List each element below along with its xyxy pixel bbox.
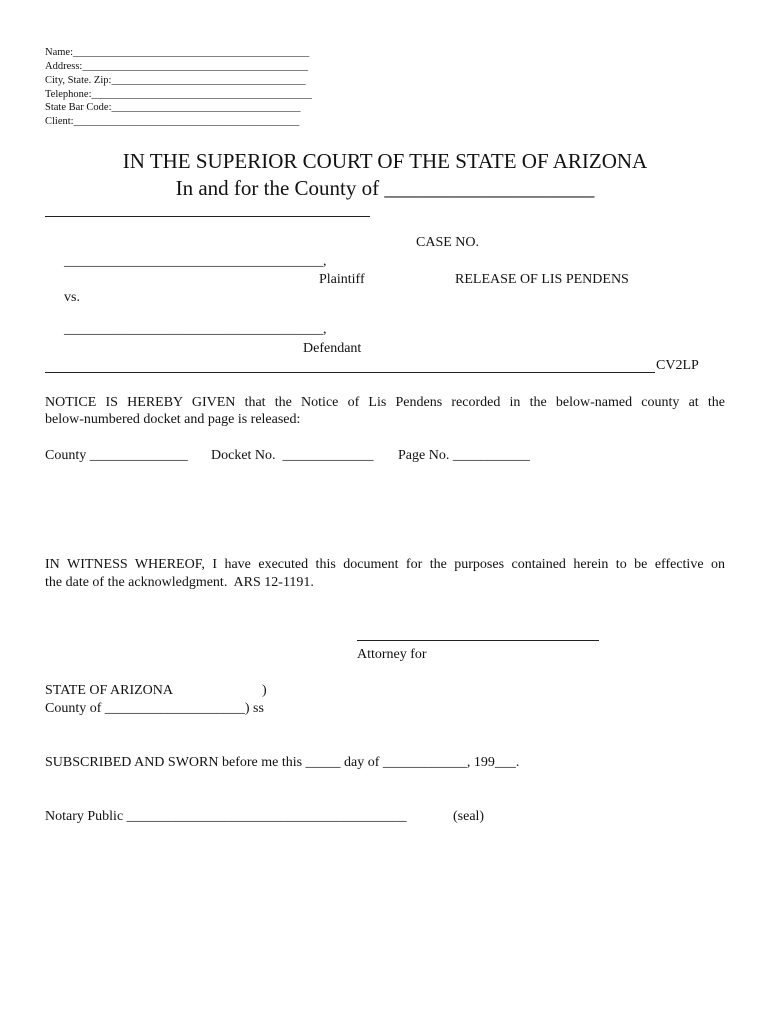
attorney-name-field: Name:_____________________________________________ bbox=[45, 47, 310, 58]
attorney-bar-code-field: State Bar Code:____________________________________ bbox=[45, 102, 301, 113]
venue-paren: ) bbox=[262, 683, 267, 698]
jurat-text: SUBSCRIBED AND SWORN before me this _____ day of ____________, 199___. bbox=[45, 755, 520, 770]
attorney-address-field: Address:___________________________________________ bbox=[45, 61, 309, 72]
signature-label: Attorney for bbox=[357, 647, 427, 662]
witness-line-1: IN WITNESS WHEREOF, I have executed this document for the purposes contained herein to be effective on bbox=[45, 557, 725, 572]
notice-line-1: NOTICE IS HEREBY GIVEN that the Notice of Lis Pendens recorded in the below-named county at the bbox=[45, 395, 725, 410]
plaintiff-label: Plaintiff bbox=[319, 272, 365, 287]
attorney-client-field: Client:___________________________________________ bbox=[45, 116, 300, 127]
seal-label: (seal) bbox=[453, 809, 485, 824]
attorney-city-field: City, State. Zip:_____________________________________ bbox=[45, 75, 306, 86]
notary-public-line: Notary Public ________________________________________ bbox=[45, 809, 407, 824]
defendant-blank: _____________________________________, bbox=[64, 322, 327, 337]
caption-divider bbox=[45, 216, 370, 217]
document-title: RELEASE OF LIS PENDENS bbox=[455, 272, 629, 287]
venue-county: County of ____________________) ss bbox=[45, 701, 264, 716]
caption-bottom-rule bbox=[45, 372, 655, 373]
form-code: CV2LP bbox=[656, 358, 699, 373]
attorney-telephone-field: Telephone:__________________________________________ bbox=[45, 89, 312, 100]
notice-line-2: below-numbered docket and page is released: bbox=[45, 412, 301, 427]
witness-line-2: the date of the acknowledgment. ARS 12-1191. bbox=[45, 575, 314, 590]
page-field: Page No. ___________ bbox=[398, 448, 530, 463]
county-line: In and for the County of ____________________ bbox=[175, 176, 595, 200]
versus-label: vs. bbox=[64, 290, 80, 305]
case-number-label: CASE NO. bbox=[416, 235, 480, 250]
plaintiff-blank: _____________________________________, bbox=[64, 254, 327, 269]
venue-state: STATE OF ARIZONA bbox=[45, 683, 173, 698]
signature-line bbox=[357, 640, 599, 641]
court-title: IN THE SUPERIOR COURT OF THE STATE OF ARIZONA bbox=[122, 149, 648, 173]
docket-field: Docket No. _____________ bbox=[211, 448, 374, 463]
county-field: County ______________ bbox=[45, 448, 188, 463]
defendant-label: Defendant bbox=[303, 341, 362, 356]
